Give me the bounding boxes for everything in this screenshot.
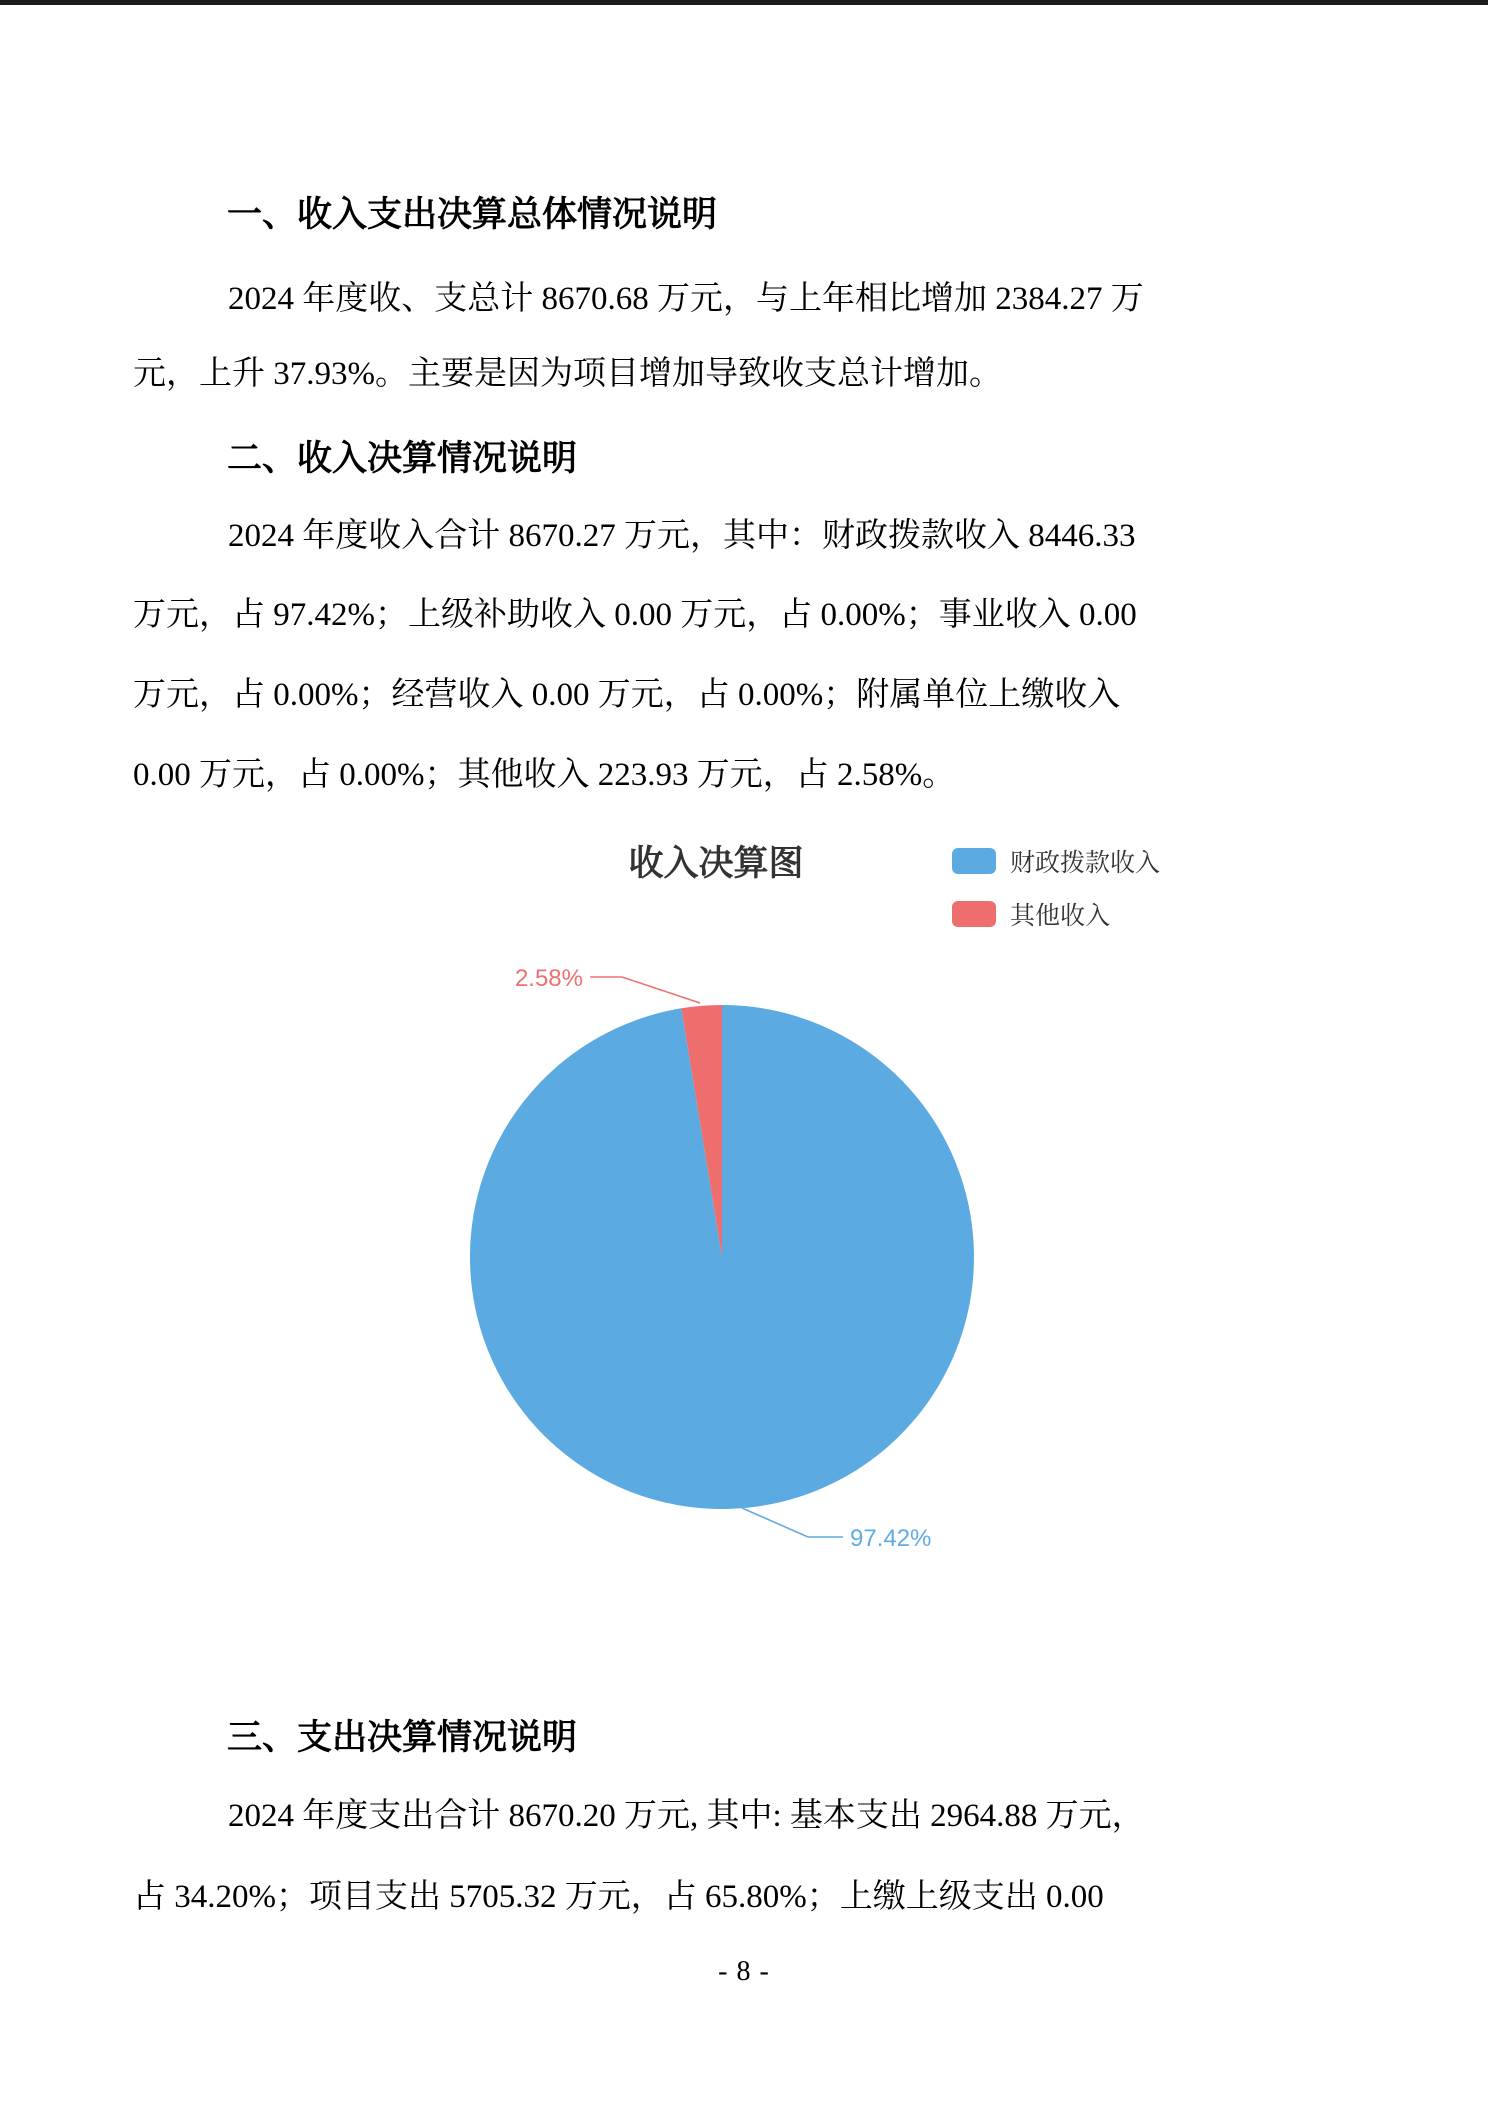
- pie-label-line-财政拨款收入: [742, 1508, 843, 1537]
- section1-line1: 2024 年度收、支总计 8670.68 万元，与上年相比增加 2384.27 万: [228, 281, 1144, 317]
- income-pie-chart: [0, 830, 1488, 1630]
- section2-line1: 2024 年度收入合计 8670.27 万元，其中：财政拨款收入 8446.33: [228, 518, 1136, 554]
- section2-line4: 0.00 万元，占 0.00%；其他收入 223.93 万元，占 2.58%。: [133, 757, 956, 793]
- page-number: - 8 -: [718, 1956, 770, 1987]
- section1-heading: 一、收入支出决算总体情况说明: [227, 195, 718, 234]
- pie-percent-label-其他收入: 2.58%: [514, 965, 583, 992]
- top-edge-bar: [0, 0, 1488, 5]
- legend-label-fiscal: 财政拨款收入: [1010, 849, 1161, 877]
- pie-label-line-其他收入: [590, 977, 700, 1003]
- section3-line1: 2024 年度支出合计 8670.20 万元, 其中: 基本支出 2964.88 万元，: [228, 1798, 1145, 1834]
- section3-line2: 占 34.20%；项目支出 5705.32 万元，占 65.80%；上缴上级支出 0.00: [133, 1879, 1104, 1915]
- section2-heading: 二、收入决算情况说明: [227, 439, 578, 478]
- section2-line2: 万元，占 97.42%；上级补助收入 0.00 万元，占 0.00%；事业收入 0.00: [133, 597, 1137, 633]
- chart-title: 收入决算图: [628, 844, 804, 883]
- legend-label-other: 其他收入: [1010, 902, 1111, 930]
- section3-heading: 三、支出决算情况说明: [227, 1718, 578, 1757]
- section2-line3: 万元，占 0.00%；经营收入 0.00 万元，占 0.00%；附属单位上缴收入: [133, 677, 1121, 713]
- section1-line2: 元，上升 37.93%。主要是因为项目增加导致收支总计增加。: [133, 356, 1002, 392]
- pie-percent-label-财政拨款收入: 97.42%: [850, 1525, 932, 1552]
